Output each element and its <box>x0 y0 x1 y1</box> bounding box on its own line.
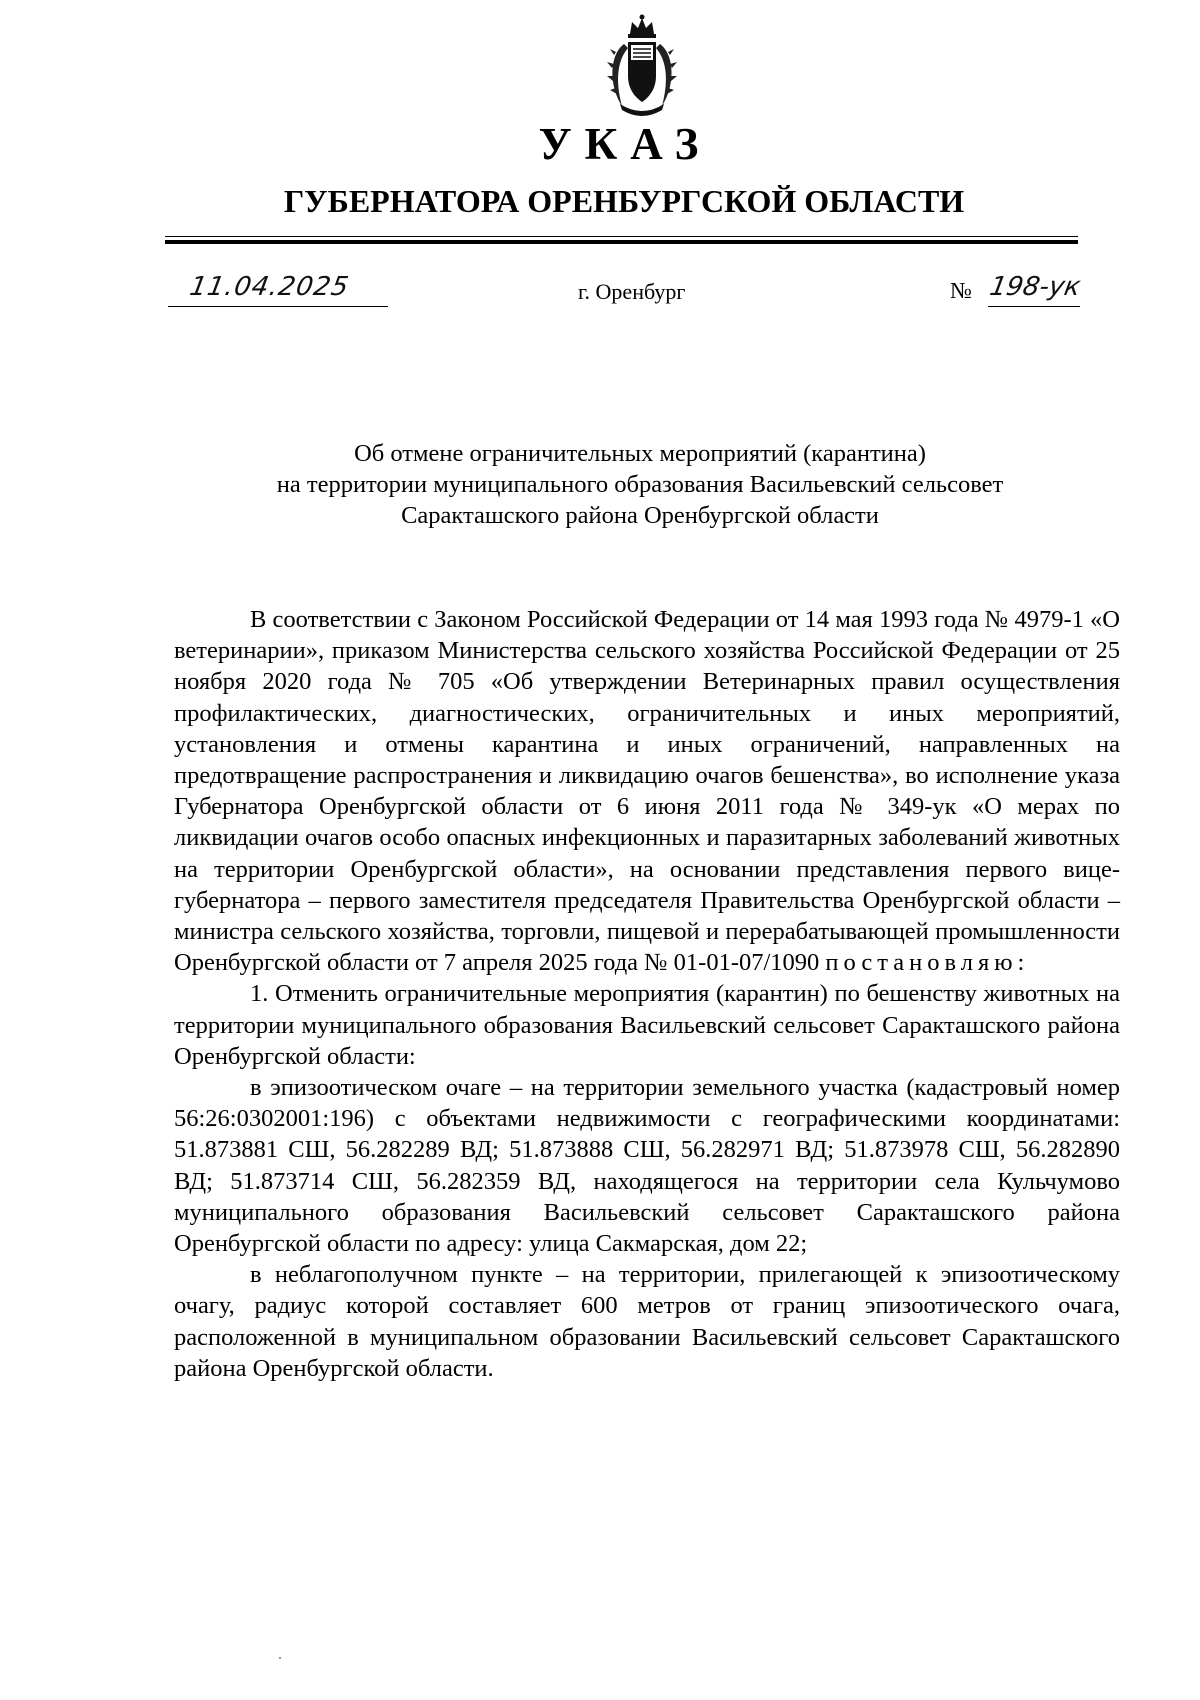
handwritten-date: 11.04.2025 <box>187 272 352 302</box>
city-label: г. Оренбург <box>578 279 686 304</box>
coat-of-arms-icon <box>602 14 682 118</box>
title-line: Об отмене ограничительных мероприятий (карантина) <box>354 440 926 467</box>
item-1a-paragraph: в эпизоотическом очаге – на территории земельного участка (кадастровый номер 56:26:0302001:196) с объектами недвижимости с географическими координатами: 51.873881 СШ, 56.282289 ВД; 51.873888 СШ, 56.282971 ВД; 51.873978 СШ, 56.282890 ВД; 51.873714 СШ, 56.282359 ВД, находящегося на территории села Кульчумово муниципального образования Васильевский сельсовет Саракташского района Оренбургской области по адресу: улица Сакмарская, дом 22; <box>174 1074 1120 1258</box>
scan-speck <box>279 1657 281 1659</box>
title-line: на территории муниципального образования Васильевский сельсовет <box>276 471 1004 498</box>
date-underline <box>168 306 388 307</box>
number-field <box>950 272 1100 332</box>
authority-heading: ГУБЕРНАТОРА ОРЕНБУРГСКОЙ ОБЛАСТИ <box>283 183 965 219</box>
decree-word: постановляю: <box>825 949 1030 977</box>
header-divider-thin <box>165 236 1078 237</box>
item-1b-paragraph: в неблагополучном пункте – на территории, прилегающей к эпизоотическому очагу, радиус которой составляет 600 метров от границ эпизоотического очага, расположенной в муниципальном образовании Васильевский сельсовет Саракташского района Оренбургской области. <box>174 1261 1120 1382</box>
document-type-heading: УКАЗ <box>538 119 712 169</box>
number-sign: № <box>950 278 972 303</box>
header-divider-thick <box>165 240 1078 244</box>
title-line: Саракташского района Оренбургской области <box>401 502 879 529</box>
handwritten-number: 198-ук <box>987 272 1083 302</box>
number-underline <box>988 306 1080 307</box>
preamble-text: В соответствии с Законом Российской Федерации от 14 мая 1993 года № 4979-1 «О ветеринарии», приказом Министерства сельского хозяйства Российской Федерации от 25 ноября 2020 года № 705 «Об утверждении Ветеринарных правил осуществления профилактических, диагностических, ограничительных и иных мероприятий, установления и отмены карантина и иных ограничений, направленных на предотвращение распространения и ликвидацию очагов бешенства», во исполнение указа Губернатора Оренбургской области от 6 июня 2011 года № 349-ук «О мерах по ликвидации очагов особо опасных инфекционных и паразитарных заболеваний животных на территории Оренбургской области», на основании представления первого вице-губернатора – первого заместителя председателя Правительства Оренбургской области – министра сельского хозяйства, торговли, пищевой и перерабатывающей промышленности Оренбургской области от 7 апреля 2025 года № 01-01-07/1090 <box>174 606 1120 977</box>
document-title <box>160 438 1120 531</box>
item-1-paragraph: 1. Отменить ограничительные мероприятия (карантин) по бешенству животных на территории муниципального образования Васильевский сельсовет Саракташского района Оренбургской области: <box>174 980 1120 1070</box>
preamble-paragraph <box>174 604 1120 978</box>
document-body <box>174 604 1120 1384</box>
